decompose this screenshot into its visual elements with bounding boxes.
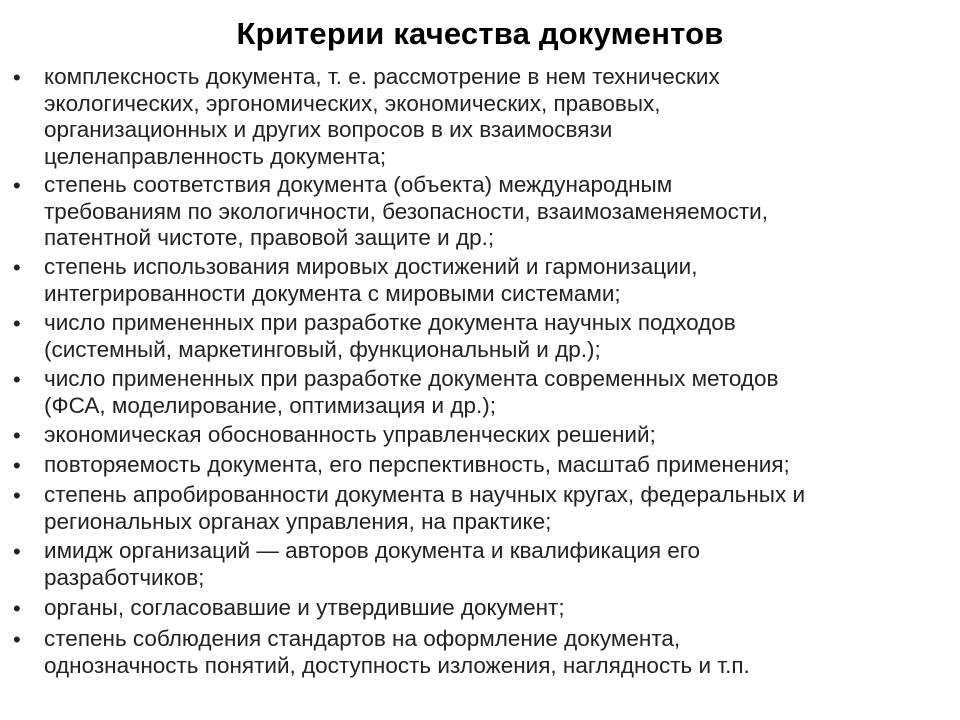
bullet-icon: • <box>13 423 21 448</box>
list-item-text: степень соблюдения стандартов на оформление документа, однозначность понятий, доступность изложения, наглядность и т.п. <box>44 626 750 678</box>
slide-title: Критерии качества документов <box>236 16 724 51</box>
list-item-text: экономическая обоснованность управленческих решений; <box>44 422 656 447</box>
bullet-icon: • <box>13 173 21 198</box>
list-item-text: число примененных при разработке документа научных подходов (системный, маркетинговый, функциональный и др.); <box>44 310 736 362</box>
list-item-text: органы, согласовавшие и утвердившие документ; <box>44 595 565 620</box>
bullet-icon: • <box>13 539 21 564</box>
bullet-icon: • <box>13 311 21 336</box>
bullet-icon: • <box>13 627 21 652</box>
bullet-icon: • <box>13 367 21 392</box>
bullet-icon: • <box>13 65 21 90</box>
list-item-text: степень использования мировых достижений и гармонизации, интегрированности документа с мировыми системами; <box>44 254 698 306</box>
list-item-text: комплексность документа, т. е. рассмотрение в нем технических экологических, эргономических, экономических, правовых, организационных и других вопросов в их взаимосвязи целенаправленность документа; <box>44 64 720 169</box>
list-item-text: число примененных при разработке документа современных методов (ФСА, моделирование, оптимизация и др.); <box>44 366 779 418</box>
list-item-text: имидж организаций — авторов документа и квалификация его разработчиков; <box>44 538 701 590</box>
list-item-text: степень апробированности документа в научных кругах, федеральных и региональных органах управления, на практике; <box>44 482 806 534</box>
bullet-icon: • <box>13 483 21 508</box>
bullet-icon: • <box>13 453 21 478</box>
list-item-text: повторяемость документа, его перспективность, масштаб применения; <box>44 452 790 477</box>
bullet-icon: • <box>13 596 21 621</box>
list-item-text: степень соответствия документа (объекта) международным требованиям по экологичности, безопасности, взаимозаменяемости, патентной чистоте, правовой защите и др.; <box>44 172 768 250</box>
bullet-icon: • <box>13 255 21 280</box>
